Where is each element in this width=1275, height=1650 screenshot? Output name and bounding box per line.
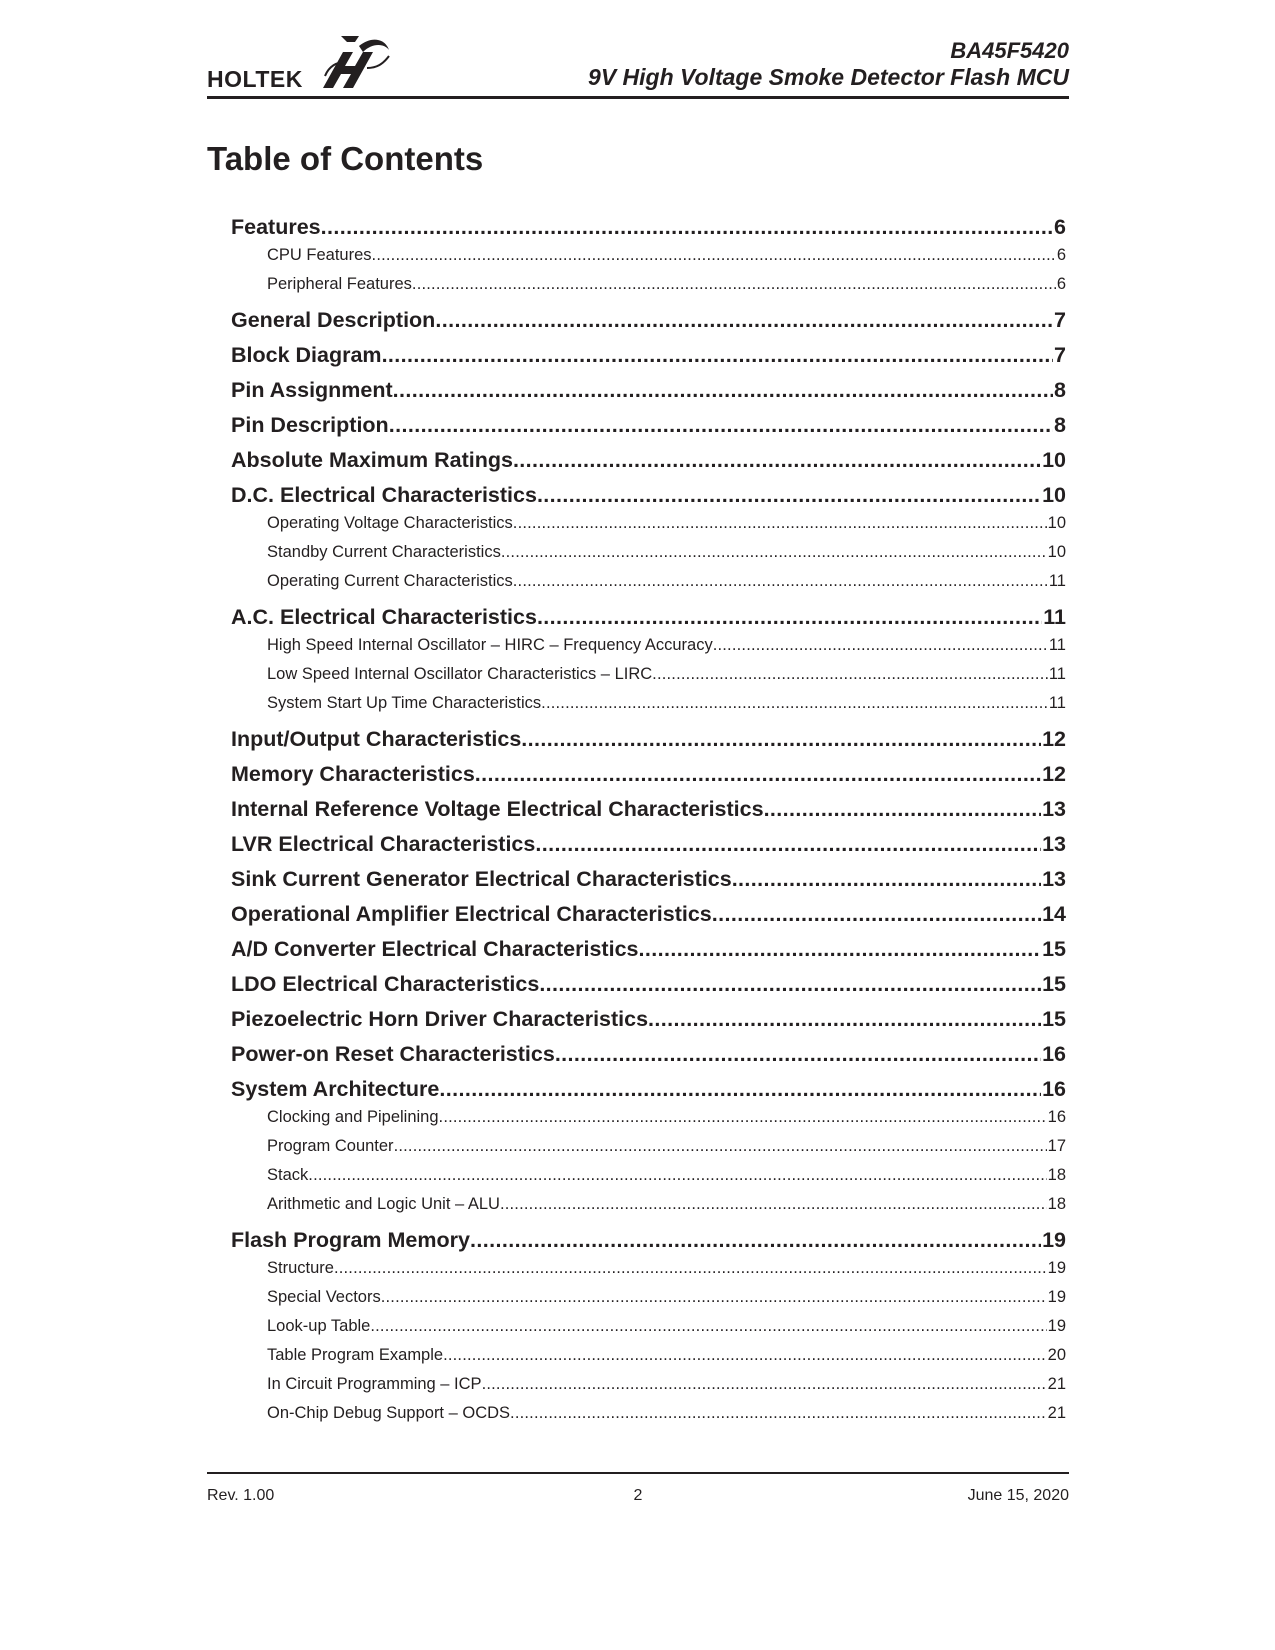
toc-dot-leader [394,1132,1047,1161]
toc-entry-page: 20 [1047,1346,1066,1364]
toc-dot-leader [321,210,1053,245]
toc-entry-page: 16 [1047,1108,1066,1126]
toc-dot-leader [713,631,1048,660]
toc-entry-page: 12 [1042,762,1066,786]
toc-dot-leader [513,567,1048,596]
toc-subsection-entry[interactable] [231,689,1066,718]
toc-dot-leader [393,373,1053,408]
toc-entry-page: 15 [1042,1007,1066,1031]
toc-entry-label: Pin Description [231,413,389,437]
toc-section-entry[interactable] [231,373,1066,408]
toc-subsection-entry[interactable] [231,241,1066,270]
toc-entry-page: 13 [1042,797,1066,821]
toc-section-entry[interactable] [231,967,1066,1002]
toc-subsection-entry[interactable] [231,1283,1066,1312]
toc-section-entry[interactable] [231,932,1066,967]
toc-subsection-entry[interactable] [231,538,1066,567]
document-code: BA45F5420 [950,38,1069,63]
toc-entry-label: Input/Output Characteristics [231,727,522,751]
toc-dot-leader [521,722,1041,757]
toc-subsection-entry[interactable] [231,660,1066,689]
toc-dot-leader [555,1037,1041,1072]
toc-dot-leader [439,1072,1041,1107]
toc-entry-page: 19 [1047,1288,1066,1306]
toc-section-entry[interactable] [231,338,1066,373]
toc-dot-leader [334,1254,1047,1283]
toc-entry-label: Look-up Table [267,1317,371,1335]
toc-section-entry[interactable] [231,1002,1066,1037]
toc-dot-leader [513,509,1047,538]
toc-entry-label: Pin Assignment [231,378,393,402]
toc-entry-page: 11 [1048,665,1066,683]
toc-entry-page: 13 [1042,867,1066,891]
toc-entry-page: 16 [1042,1077,1066,1101]
toc-entry-page: 13 [1042,832,1066,856]
toc-section-entry[interactable] [231,600,1066,635]
toc-entry-label: A/D Converter Electrical Characteristics [231,937,639,961]
toc-entry-page: 18 [1047,1166,1066,1184]
toc-entry-label: Block Diagram [231,343,382,367]
holtek-logo [207,30,392,90]
toc-dot-leader [500,1190,1047,1219]
toc-dot-leader [539,967,1041,1002]
toc-entry-label: Peripheral Features [267,275,412,293]
holtek-wing-icon [319,32,391,90]
toc-section-entry[interactable] [231,210,1066,245]
toc-dot-leader [638,932,1041,967]
toc-subsection-entry[interactable] [231,1161,1066,1190]
toc-dot-leader [648,1002,1041,1037]
toc-subsection-entry[interactable] [231,270,1066,299]
toc-subsection-entry[interactable] [231,1190,1066,1219]
toc-entry-page: 19 [1047,1259,1066,1277]
toc-entry-page: 8 [1054,378,1066,402]
toc-section-entry[interactable] [231,1223,1066,1258]
toc-section-entry[interactable] [231,303,1066,338]
toc-entry-label: Operational Amplifier Electrical Characteristics [231,902,712,926]
toc-dot-leader [443,1341,1047,1370]
toc-entry-page: 11 [1048,572,1066,590]
toc-entry-label: Standby Current Characteristics [267,543,501,561]
toc-subsection-entry[interactable] [231,1254,1066,1283]
toc-subsection-entry[interactable] [231,509,1066,538]
toc-entry-label: General Description [231,308,436,332]
toc-dot-leader [510,1399,1047,1428]
toc-section-entry[interactable] [231,757,1066,792]
toc-entry-page: 6 [1056,275,1066,293]
toc-entry-page: 19 [1042,1228,1066,1252]
toc-dot-leader [712,897,1041,932]
toc-subsection-entry[interactable] [231,1312,1066,1341]
toc-dot-leader [372,241,1056,270]
toc-entry-label: D.C. Electrical Characteristics [231,483,537,507]
toc-entry-label: LDO Electrical Characteristics [231,972,540,996]
toc-dot-leader [732,862,1041,897]
toc-entry-label: Table Program Example [267,1346,444,1364]
toc-entry-label: CPU Features [267,246,372,264]
toc-entry-label: On-Chip Debug Support – OCDS [267,1404,511,1422]
toc-entry-label: Low Speed Internal Oscillator Characteristics – LIRC [267,665,653,683]
toc-entry-label: High Speed Internal Oscillator – HIRC – Frequency Accuracy [267,636,713,654]
toc-entry-page: 16 [1042,1042,1066,1066]
toc-subsection-entry[interactable] [231,1341,1066,1370]
toc-entry-page: 10 [1042,448,1066,472]
toc-dot-leader [382,338,1053,373]
toc-entry-page: 18 [1047,1195,1066,1213]
toc-dot-leader [439,1103,1047,1132]
toc-subsection-entry[interactable] [231,567,1066,596]
toc-entry-page: 8 [1054,413,1066,437]
toc-entry-label: Stack [267,1166,309,1184]
toc-entry-label: A.C. Electrical Characteristics [231,605,537,629]
toc-subsection-entry[interactable] [231,1132,1066,1161]
toc-entry-label: Internal Reference Voltage Electrical Characteristics [231,797,764,821]
toc-entry-label: Absolute Maximum Ratings [231,448,513,472]
toc-section-entry[interactable] [231,722,1066,757]
toc-section-entry[interactable] [231,792,1066,827]
toc-entry-page: 11 [1048,694,1066,712]
toc-entry-label: System Architecture [231,1077,440,1101]
toc-heading: Table of Contents [207,140,484,177]
toc-subsection-entry[interactable] [231,631,1066,660]
toc-section-entry[interactable] [231,897,1066,932]
toc-dot-leader [764,792,1042,827]
toc-section-entry[interactable] [231,408,1066,443]
toc-entry-label: Flash Program Memory [231,1228,470,1252]
toc-section-entry[interactable] [231,827,1066,862]
toc-entry-page: 6 [1056,246,1066,264]
logo-text: HOLTEK [207,66,303,92]
toc-section-entry[interactable] [231,862,1066,897]
toc-entry-page: 10 [1042,483,1066,507]
toc-dot-leader [537,478,1041,513]
toc-dot-leader [308,1161,1046,1190]
toc-subsection-entry[interactable] [231,1103,1066,1132]
toc-entry-page: 15 [1042,937,1066,961]
toc-dot-leader [537,600,1042,635]
toc-entry-label: Program Counter [267,1137,394,1155]
toc-entry-label: Piezoelectric Horn Driver Characteristics [231,1007,649,1031]
toc-entry-page: 7 [1054,308,1066,332]
toc-entry-label: Operating Current Characteristics [267,572,513,590]
toc-entry-label: System Start Up Time Characteristics [267,694,542,712]
toc-entry-page: 7 [1054,343,1066,367]
page-header [207,24,1069,99]
toc-section-entry[interactable] [231,478,1066,513]
toc-dot-leader [389,408,1053,443]
toc-entry-label: Clocking and Pipelining [267,1108,439,1126]
toc-dot-leader [381,1283,1047,1312]
toc-entry-label: Sink Current Generator Electrical Characteristics [231,867,732,891]
table-of-contents [231,210,1066,1428]
toc-section-entry[interactable] [231,443,1066,478]
toc-entry-label: Memory Characteristics [231,762,475,786]
page-number: 2 [633,1487,643,1504]
toc-dot-leader [435,303,1053,338]
page-footer [207,1472,1069,1514]
toc-dot-leader [412,270,1056,299]
toc-dot-leader [475,757,1041,792]
toc-entry-page: 21 [1047,1404,1066,1422]
toc-dot-leader [470,1223,1041,1258]
toc-entry-label: Power-on Reset Characteristics [231,1042,555,1066]
toc-subsection-entry[interactable] [231,1370,1066,1399]
toc-dot-leader [652,660,1048,689]
toc-entry-label: Special Vectors [267,1288,381,1306]
toc-subsection-entry[interactable] [231,1399,1066,1428]
toc-entry-page: 10 [1047,514,1066,532]
revision-label: Rev. 1.00 [207,1487,275,1504]
toc-section-entry[interactable] [231,1072,1066,1107]
toc-entry-page: 19 [1047,1317,1066,1335]
toc-entry-page: 6 [1054,215,1066,239]
toc-entry-page: 10 [1047,543,1066,561]
toc-entry-label: Arithmetic and Logic Unit – ALU [267,1195,500,1213]
toc-dot-leader [501,538,1047,567]
toc-dot-leader [482,1370,1047,1399]
toc-entry-label: Structure [267,1259,334,1277]
publication-date: June 15, 2020 [967,1487,1069,1504]
toc-entry-label: In Circuit Programming – ICP [267,1375,482,1393]
toc-section-entry[interactable] [231,1037,1066,1072]
toc-entry-page: 11 [1043,605,1066,629]
toc-entry-page: 11 [1048,636,1066,654]
toc-entry-page: 15 [1042,972,1066,996]
toc-dot-leader [535,827,1041,862]
toc-dot-leader [370,1312,1046,1341]
toc-entry-label: Operating Voltage Characteristics [267,514,513,532]
toc-dot-leader [541,689,1048,718]
toc-entry-label: Features [231,215,321,239]
toc-entry-page: 12 [1042,727,1066,751]
toc-entry-page: 14 [1042,902,1066,926]
toc-entry-label: LVR Electrical Characteristics [231,832,536,856]
toc-entry-page: 17 [1047,1137,1066,1155]
toc-entry-page: 21 [1047,1375,1066,1393]
document-title: 9V High Voltage Smoke Detector Flash MCU [588,64,1069,90]
toc-dot-leader [513,443,1041,478]
